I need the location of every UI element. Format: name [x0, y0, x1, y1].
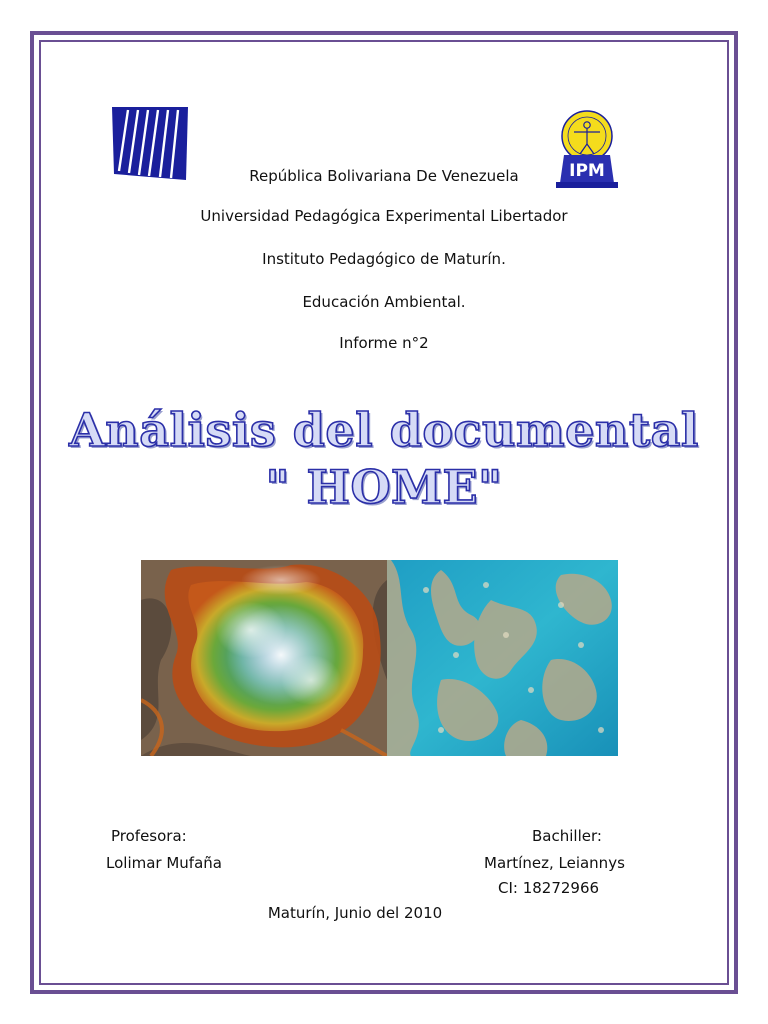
student-label: Bachiller:	[532, 827, 602, 845]
document-title-line1: Análisis del documental	[69, 403, 699, 457]
header-course: Educación Ambiental.	[302, 293, 466, 311]
header-university: Universidad Pedagógica Experimental Libertador	[200, 207, 568, 225]
header-institute: Instituto Pedagógico de Maturín.	[262, 250, 506, 268]
place-date: Maturín, Junio del 2010	[267, 904, 443, 922]
svg-text:IPM: IPM	[569, 161, 605, 181]
document-title-line2: " HOME"	[265, 460, 503, 514]
professor-name: Lolimar Mufaña	[106, 854, 222, 872]
professor-label: Profesora:	[111, 827, 187, 845]
header-country: República Bolivariana De Venezuela	[249, 167, 519, 185]
student-name: Martínez, Leiannys	[484, 854, 625, 872]
header-report-number: Informe n°2	[339, 334, 429, 352]
hot-spring-aerial	[141, 560, 387, 756]
cover-photo	[141, 560, 618, 756]
student-id: CI: 18272966	[498, 879, 600, 897]
coral-reef-aerial	[387, 560, 618, 756]
